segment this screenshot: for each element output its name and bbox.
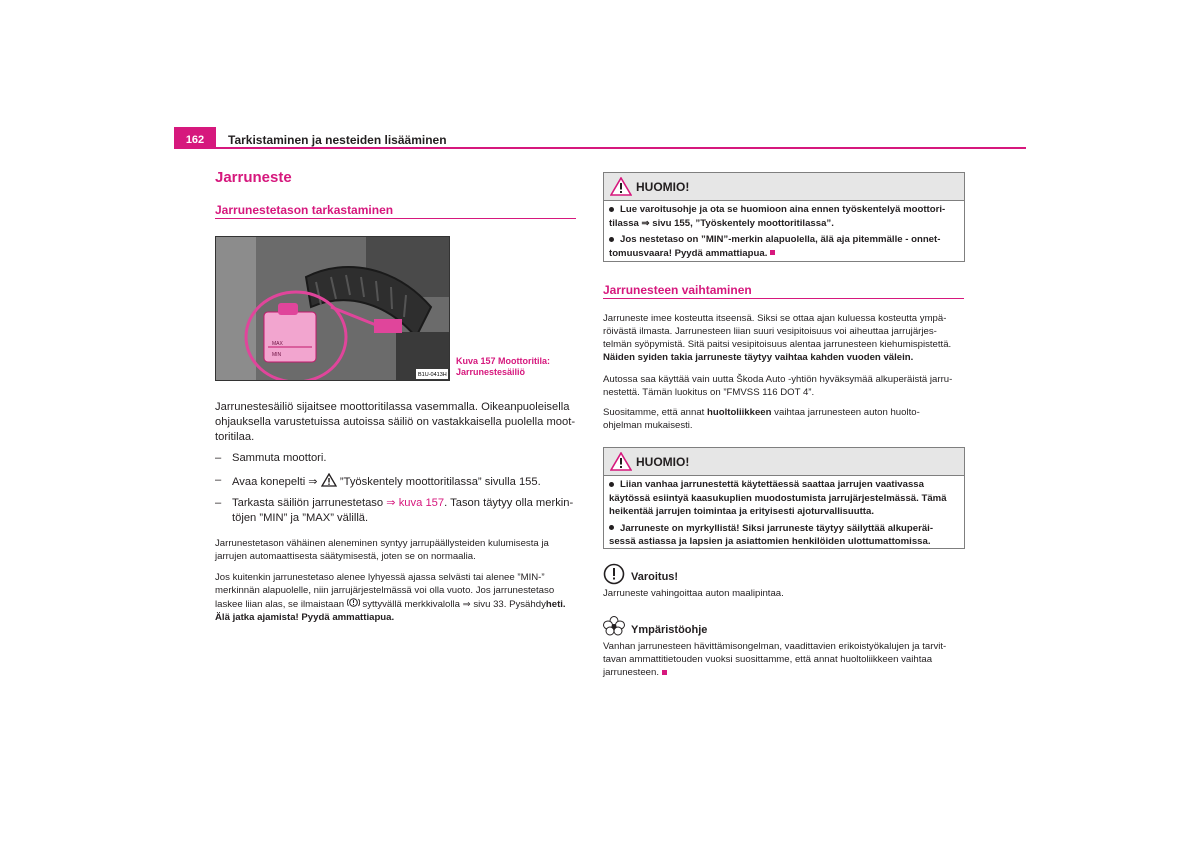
brake-warning-light-icon <box>347 597 360 608</box>
warning-text: käytössä esiintyä kaasukuplien muodostumista jarrujärjestelmässä. Tämä <box>609 492 947 504</box>
workshop-text: huoltoliikkeen <box>707 407 772 418</box>
warning-text: sessä astiassa ja lapsien ja asiattomien henkilöiden ulottumattomissa. <box>609 536 931 547</box>
page-number: 162 <box>174 127 216 148</box>
bullet-icon <box>609 237 614 242</box>
section-heading-check: Jarrunestetason tarkastaminen <box>215 203 394 217</box>
text-line: röivästä ilmasta. Jarrunesteen liian suuri vesipitoisuus voi aiheuttaa jarrujärjes- <box>603 326 937 337</box>
text-line: merkinnän alapuolelle, niin jarrujärjestelmässä voi olla vuoto. Jos jarrunestetaso <box>215 585 555 596</box>
step-3-text-cont: . Tason täytyy olla merkin- <box>444 497 574 509</box>
warning-label: HUOMIO! <box>636 180 690 194</box>
note-paragraph-2 <box>215 571 590 624</box>
figure-caption <box>456 356 550 378</box>
warning-box-header <box>604 173 964 201</box>
caution-title: Varoitus! <box>631 571 679 583</box>
warning-text: tilassa ⇒ sivu 155, ”Työskentely moottoritilassa”. <box>609 217 834 229</box>
exclamation-circle-icon <box>603 563 625 585</box>
warning-triangle-icon <box>321 473 337 487</box>
warning-box-1 <box>603 172 965 262</box>
engine-bay-illustration <box>216 237 449 380</box>
flower-icon <box>603 616 625 636</box>
section-rule <box>603 298 964 299</box>
figure-caption-line1: Kuva 157 Moottoritila: <box>456 356 551 366</box>
step-3-text-line2: töjen ”MIN” ja ”MAX” välillä. <box>232 512 369 524</box>
step-1: – Sammuta moottori. <box>215 452 327 464</box>
bullet-icon <box>609 207 614 212</box>
text-line: jarrujen automaattisesta säätymisestä, joten se on normaalia. <box>215 551 476 562</box>
step-3-text: Tarkasta säiliön jarrunestetaso <box>232 497 387 509</box>
text-line: telmän syöpymistä. Sitä paitsi vesipitoisuus alentaa jarrunesteen kiehumispistettä. <box>603 339 952 350</box>
text-line: toritilaa. <box>215 431 255 443</box>
text-line: ohjelman mukaisesti. <box>603 420 693 431</box>
warning-text: Lue varoitusohje ja ota se huomioon aina ennen työskentelyä moottori- <box>620 204 946 215</box>
environment-title: Ympäristöohje <box>631 624 708 636</box>
caution-text: Jarruneste vahingoittaa auton maalipintaa. <box>603 588 784 599</box>
text-line: nestettä. Tämän luokitus on ”FMVSS 116 DOT 4”. <box>603 387 815 398</box>
text-line: Jarrunestetason vähäinen aleneminen syntyy jarrupäällysteiden kulumisesta ja <box>215 538 549 549</box>
warning-text: heikentää jarrujen toimintaa ja erityisesti ajoturvallisuutta. <box>609 506 874 517</box>
change-paragraph-1 <box>603 312 968 364</box>
do-not-continue-text: Älä jatka ajamista! Pyydä ammattiapua. <box>215 612 395 623</box>
section-heading-change: Jarrunesteen vaihtaminen <box>603 283 752 297</box>
change-interval-text: Näiden syiden takia jarruneste täytyy vaihtaa kahden vuoden välein. <box>603 352 914 363</box>
warning-box-header <box>604 448 964 476</box>
warning-text: Jarruneste on myrkyllistä! Siksi jarruneste täytyy säilyttää alkuperäi- <box>620 522 934 534</box>
warning-label: HUOMIO! <box>636 455 690 469</box>
warning-text: Jos nestetaso on ”MIN”-merkin alapuolella, älä aja pitemmälle - onnet- <box>620 234 941 245</box>
warning-triangle-icon <box>610 452 632 471</box>
section-end-marker <box>770 250 775 255</box>
max-mark-label: MAX <box>272 341 283 347</box>
text-line: Jos kuitenkin jarrunestetaso alenee lyhyessä ajassa selvästi tai alenee ”MIN-” <box>215 572 545 583</box>
running-header: Tarkistaminen ja nesteiden lisääminen <box>228 133 447 147</box>
bullet-icon <box>609 482 614 487</box>
step-3: – Tarkasta säiliön jarrunestetaso ⇒ kuva 157. Tason täytyy olla merkin- töjen ”MIN” ja ”MAX” välillä. <box>215 497 574 524</box>
text-line: Jarruneste imee kosteutta itseensä. Siksi se ottaa ajan kuluessa kosteutta ympä- <box>603 313 947 324</box>
bullet-icon <box>609 525 614 530</box>
text-line: Autossa saa käyttää vain uutta Škoda Auto -yhtiön hyväksymää alkuperäistä jarru- <box>603 374 953 385</box>
step-2-text-post: ”Työskentely moottoritilassa” sivulla 155. <box>339 476 541 488</box>
header-rule <box>174 147 1026 149</box>
text-line: vaihtaa jarrunesteen auton huolto- <box>771 407 920 418</box>
text-line: jarrunesteen. <box>603 667 659 678</box>
section-end-marker <box>662 670 667 675</box>
text-line: Jarrunestesäiliö sijaitsee moottoritilassa vasemmalla. Oikeanpuoleisella <box>215 401 570 413</box>
figure-code: B1U-0413H <box>418 372 447 378</box>
text-line: ohjauksella varustetuissa autoissa säiliö on vastakkaisella puolella moot- <box>215 416 576 428</box>
figure-reference-link[interactable]: ⇒ kuva 157 <box>386 497 445 509</box>
warning-text: Liian vanhaa jarrunestettä käytettäessä saattaa jarrujen vaativassa <box>620 479 924 490</box>
page-title: Jarruneste <box>215 169 292 186</box>
engine-bay-figure <box>215 236 450 381</box>
step-2: – Avaa konepelti ⇒ ”Työskentely moottoritilassa” sivulla 155. <box>215 474 541 488</box>
warning-text: tomuusvaara! Pyydä ammattiapua. <box>609 247 768 259</box>
text-line: laskee liian alas, se ilmaistaan <box>215 599 345 610</box>
step-2-text-pre: Avaa konepelti ⇒ <box>232 476 318 488</box>
section-rule <box>215 218 576 219</box>
text-line: Vanhan jarrunesteen hävittämisongelman, vaadittavien erikoistyökalujen ja tarvit- <box>603 641 947 652</box>
note-paragraph-1 <box>215 537 585 563</box>
change-paragraph-3 <box>603 406 968 432</box>
text-line: tavan ammattitietouden vuoksi suosittamme, että annat huoltoliikkeen vaihtaa <box>603 654 933 665</box>
warning-triangle-icon <box>610 177 632 196</box>
figure-caption-line2: Jarrunestesäiliö <box>456 367 526 377</box>
warning-box-2 <box>603 447 965 549</box>
min-mark-label: MIN <box>272 352 282 358</box>
text-line: syttyvällä merkkivalolla ⇒ sivu 33. Pysähdy <box>362 599 546 610</box>
step-1-text: Sammuta moottori. <box>232 452 327 464</box>
stop-now-text: heti. <box>545 599 566 610</box>
change-paragraph-2 <box>603 373 968 399</box>
text-line: Suositamme, että annat <box>603 407 707 418</box>
intro-paragraph <box>215 400 580 445</box>
